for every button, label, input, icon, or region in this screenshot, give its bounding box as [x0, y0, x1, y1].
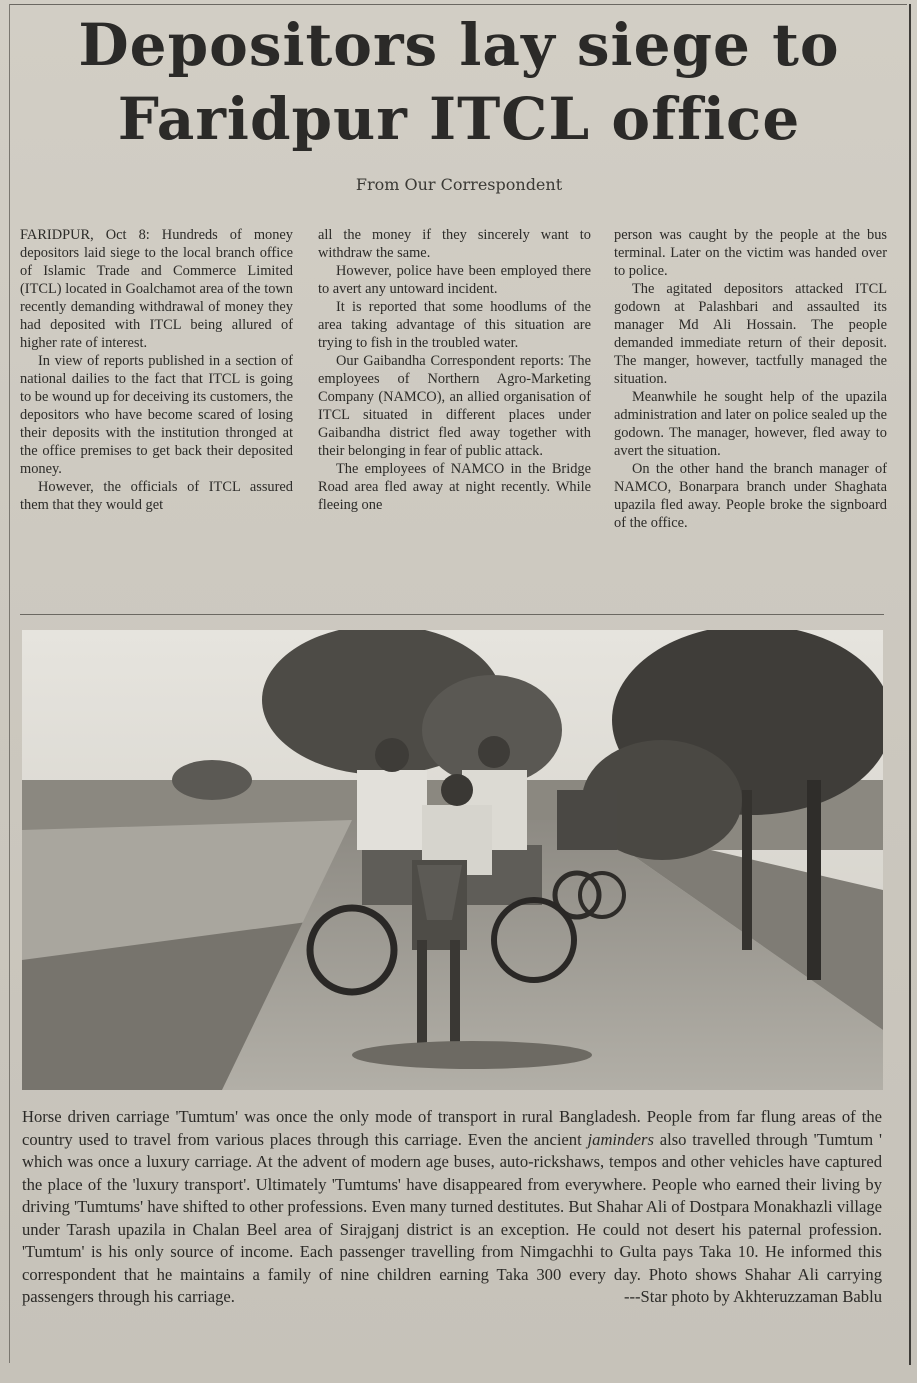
- headline-line-2: Faridpur ITCL office: [117, 85, 801, 153]
- article-column-2: [318, 226, 591, 610]
- byline: From Our Correspondent: [355, 175, 563, 194]
- article-column-3: [614, 226, 887, 610]
- top-rule: [10, 4, 907, 5]
- paragraph: It is reported that some hoodlums of the area taking advantage of this situation are trying to fish in the troubled water.: [318, 299, 591, 351]
- paragraph: The employees of NAMCO in the Bridge Road area fled away at night recently. While fleeing one: [318, 461, 591, 513]
- paragraph: person was caught by the people at the bus terminal. Later on the victim was handed over to police.: [614, 227, 887, 279]
- headline-line-1: Depositors lay siege to: [78, 11, 840, 79]
- paragraph: Meanwhile he sought help of the upazila administration and later on police sealed up the godown. The manager, however, fled away to avert the situation.: [614, 389, 887, 459]
- article-body: [20, 226, 886, 610]
- photo-illustration: [22, 630, 883, 1090]
- left-rule: [9, 4, 10, 1363]
- paragraph: However, the officials of ITCL assured them that they would get: [20, 479, 293, 513]
- caption-text-1: Horse driven carriage 'Tumtum' was once the only mode of transport in rural Bangladesh. People from far flung areas of the country used to travel from various places through this carriage. Even the ancient: [22, 1107, 882, 1149]
- photo-caption: [22, 1106, 882, 1309]
- right-rule: [909, 4, 911, 1365]
- paragraph: The agitated depositors attacked ITCL godown at Palashbari and assaulted its manager Md Ali Hossain. The people demanded immediate return of their deposit. The manger, however, tactfully managed the situation.: [614, 281, 887, 387]
- paragraph: FARIDPUR, Oct 8: Hundreds of money depositors laid siege to the local branch office of Islamic Trade and Commerce Limited (ITCL) located in Goalchamot area of the town recently demanding withdrawal of money they had deposited with ITCL being allured of higher rate of interest.: [20, 227, 293, 351]
- headline: [14, 8, 904, 156]
- horse-carriage-photo: [22, 630, 883, 1090]
- article-column-1: [20, 226, 293, 610]
- section-divider: [20, 614, 884, 615]
- photo-credit: ---Star photo by Akhteruzzaman Bablu: [623, 1287, 882, 1306]
- caption-text-2: also travelled through 'Tumtum ' which was once a luxury carriage. At the advent of modern age buses, auto-rickshaws, tempos and other vehicles have captured the place of the 'luxury transport'. Ultimately 'Tumtums' have disappeared from everywhere. People who earned their living by driving 'Tumtums' have shifted to other professions. Even many turned destitutes. But Shahar Ali of Dostpara Monakhazli village under Tarash upazila in Chalan Beel area of Sirajganj district is an exception. He could not desert his paternal profession. 'Tumtum' is his only source of income. Each passenger travelling from Nimgachhi to Gulta pays Taka 10. He informed this correspondent that he maintains a family of nine children earning Taka 300 every day. Photo shows Shahar Ali carrying passengers through his carriage.: [22, 1129, 882, 1306]
- paragraph: On the other hand the branch manager of NAMCO, Bonarpara branch under Shaghata upazila fled away. People broke the signboard of the office.: [614, 461, 887, 531]
- paragraph: all the money if they sincerely want to withdraw the same.: [318, 227, 591, 261]
- paragraph: In view of reports published in a section of national dailies to the fact that ITCL is going to be wound up for deceiving its customers, the depositors who have become scared of losing their deposits with the institution thronged at the office premises to get back their deposited money.: [20, 353, 293, 477]
- paragraph: Our Gaibandha Correspondent reports: The employees of Northern Agro-Marketing Company (NAMCO), an allied organisation of ITCL situated in different places under Gaibandha district fled away together with their belonging in fear of public attack.: [318, 353, 591, 459]
- paragraph: However, police have been employed there to avert any untoward incident.: [318, 263, 591, 297]
- caption-italic: jaminders: [587, 1129, 654, 1149]
